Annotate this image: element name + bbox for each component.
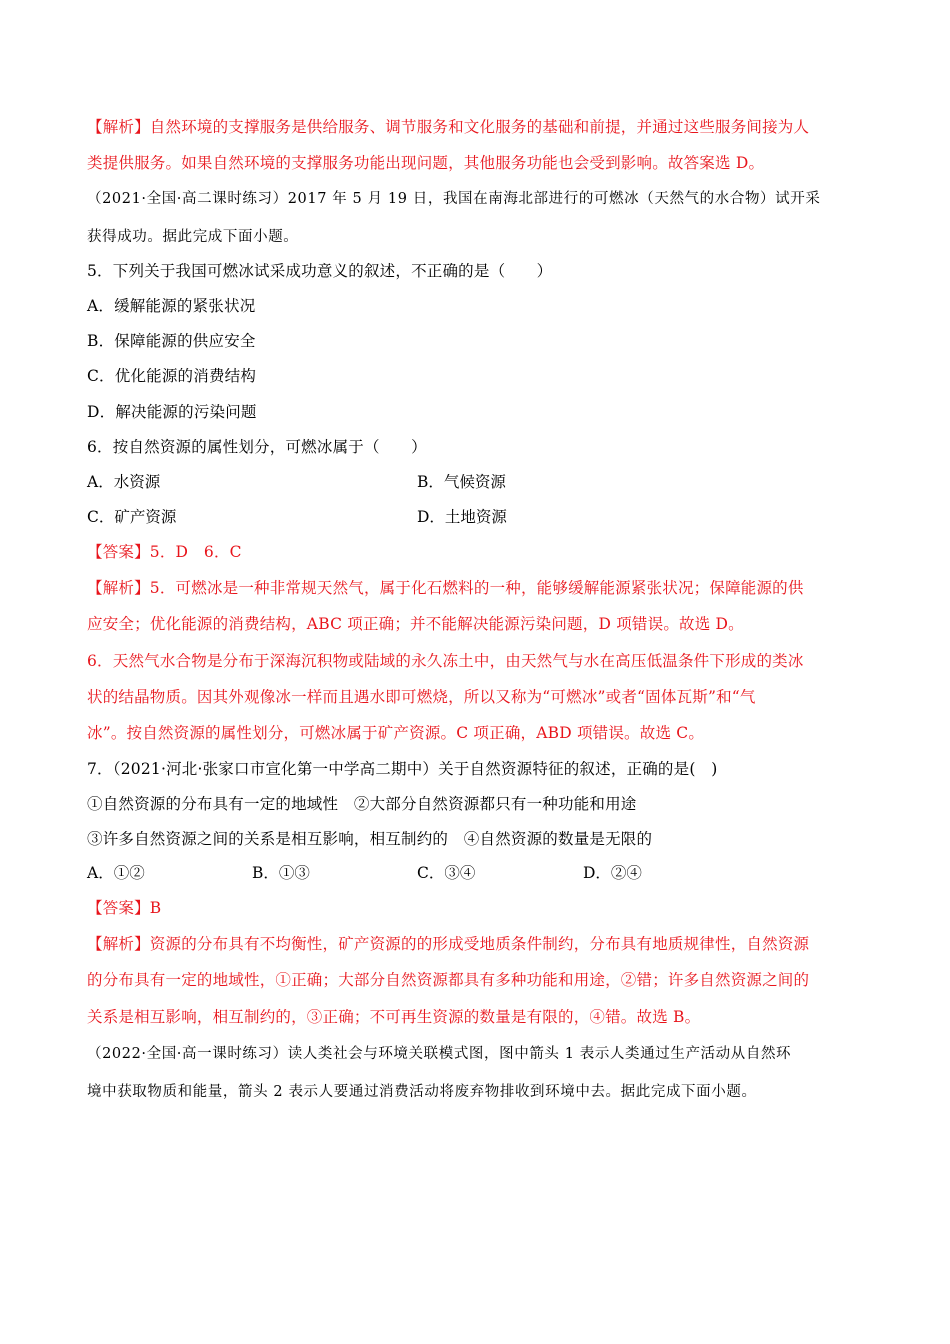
question-7-option-c: C．③④ [417, 864, 476, 882]
question-5-option-a: A．缓解能源的紧张状况 [87, 297, 256, 315]
question-6-option-c: C．矿产资源 [87, 508, 177, 526]
analysis-7-line-1: 【解析】资源的分布具有不均衡性，矿产资源的的形成受地质条件制约，分布具有地质规律性，自然资源 [87, 935, 810, 953]
question-7-statement-1: ①自然资源的分布具有一定的地域性 ②大部分自然资源都只有一种功能和用途 [87, 795, 637, 813]
answer-5-6: 【答案】5．D 6．C [87, 543, 242, 561]
prev-analysis-line-2: 类提供服务。如果自然环境的支撑服务功能出现问题，其他服务功能也会受到影响。故答案选 D。 [87, 154, 765, 172]
analysis-5-6-line-4: 状的结晶物质。因其外观像冰一样而且遇水即可燃烧，所以又称为“可燃冰”或者“固体瓦斯”和“气 [87, 688, 756, 706]
question-6-stem: 6．按自然资源的属性划分，可燃冰属于（ ） [87, 438, 427, 456]
question-5-option-c: C．优化能源的消费结构 [87, 367, 257, 385]
question-7-option-b: B．①③ [252, 864, 310, 882]
question-7-statement-2: ③许多自然资源之间的关系是相互影响，相互制约的 ④自然资源的数量是无限的 [87, 830, 653, 848]
group1-intro-line-2: 获得成功。据此完成下面小题。 [87, 229, 299, 245]
analysis-7-line-2: 的分布具有一定的地域性，①正确；大部分自然资源都具有多种功能和用途，②错；许多自然资源之间的 [87, 971, 810, 989]
prev-analysis-line-1: 【解析】自然环境的支撑服务是供给服务、调节服务和文化服务的基础和前提，并通过这些服务间接为人 [87, 118, 810, 136]
analysis-7-line-3: 关系是相互影响，相互制约的，③正确；不可再生资源的数量是有限的，④错。故选 B。 [87, 1008, 701, 1026]
question-7-option-d: D．②④ [583, 864, 642, 882]
question-7-stem: 7．（2021·河北·张家口市宣化第一中学高二期中）关于自然资源特征的叙述，正确的是( ) [87, 760, 718, 778]
group2-intro-line-1: （2022·全国·高一课时练习）读人类社会与环境关联模式图，图中箭头 1 表示人类通过生产活动从自然环 [87, 1046, 792, 1062]
question-5-option-d: D．解决能源的污染问题 [87, 403, 257, 421]
question-6-option-a: A．水资源 [87, 473, 161, 491]
question-7-option-a: A．①② [87, 864, 145, 882]
group2-intro-line-2: 境中获取物质和能量，箭头 2 表示人要通过消费活动将废弃物排收到环境中去。据此完成下面小题。 [87, 1084, 757, 1100]
question-5-stem: 5．下列关于我国可燃冰试采成功意义的叙述，不正确的是（ ） [87, 262, 553, 280]
analysis-5-6-line-3: 6．天然气水合物是分布于深海沉积物或陆域的永久冻土中，由天然气与水在高压低温条件下形成的类冰 [87, 652, 804, 670]
answer-7: 【答案】B [87, 899, 162, 917]
question-6-option-b: B．气候资源 [417, 473, 506, 491]
analysis-5-6-line-1: 【解析】5．可燃冰是一种非常规天然气，属于化石燃料的一种，能够缓解能源紧张状况；保障能源的供 [87, 579, 804, 597]
analysis-5-6-line-5: 冰”。按自然资源的属性划分，可燃冰属于矿产资源。C 项正确，ABD 项错误。故选 C。 [87, 724, 705, 742]
question-5-option-b: B．保障能源的供应安全 [87, 332, 256, 350]
analysis-5-6-line-2: 应安全；优化能源的消费结构，ABC 项正确；并不能解决能源污染问题，D 项错误。故选 D。 [87, 615, 744, 633]
group1-intro-line-1: （2021·全国·高二课时练习）2017 年 5 月 19 日，我国在南海北部进行的可燃冰（天然气的水合物）试开采 [87, 191, 821, 207]
question-6-option-d: D．土地资源 [417, 508, 507, 526]
